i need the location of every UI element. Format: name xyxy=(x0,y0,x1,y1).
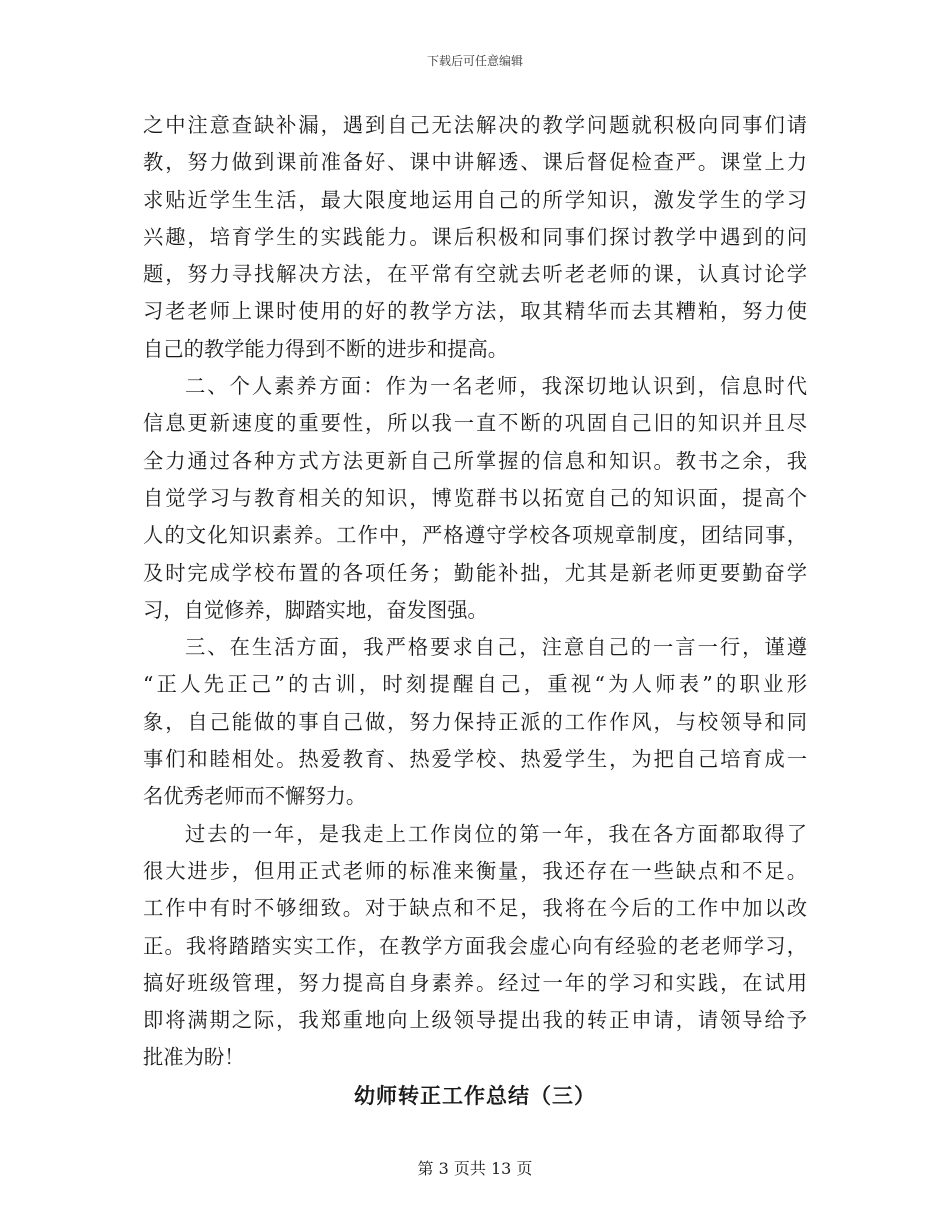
text-line: 人的文化知识素养。工作中，严格遵守学校各项规章制度，团结同事， xyxy=(143,523,807,548)
text-line: 习，自觉修养，脚踏实地，奋发图强。 xyxy=(143,597,488,622)
page-header: 下载后可任意编辑 xyxy=(426,54,523,68)
text-line: 即将满期之际，我郑重地向上级领导提出我的转正申请，请领导给予 xyxy=(143,1008,807,1033)
text-line: 工作中有时不够细致。对于缺点和不足，我将在今后的工作中加以改 xyxy=(143,896,807,921)
text-line: 兴趣，培育学生的实践能力。课后积极和同事们探讨教学中遇到的问 xyxy=(143,224,807,249)
text-line: 习老老师上课时使用的好的教学方法，取其精华而去其糟粕，努力使 xyxy=(143,299,807,324)
text-line: 教，努力做到课前准备好、课中讲解透、课后督促检查严。课堂上力 xyxy=(143,150,807,175)
text-line: 题，努力寻找解决方法，在平常有空就去听老老师的课，认真讨论学 xyxy=(143,262,807,287)
text-line: 全力通过各种方式方法更新自己所掌握的信息和知识。教书之余，我 xyxy=(143,448,807,473)
text-line: 信息更新速度的重要性，所以我一直不断的巩固自己旧的知识并且尽 xyxy=(143,411,807,436)
text-line: 正。我将踏踏实实工作，在教学方面我会虚心向有经验的老老师学习， xyxy=(143,933,807,958)
paragraph xyxy=(143,629,807,815)
text-line: 搞好班级管理，努力提高自身素养。经过一年的学习和实践，在试用 xyxy=(143,970,807,995)
text-line: 二、个人素养方面：作为一名老师，我深切地认识到，信息时代 xyxy=(185,374,807,399)
text-line: “正人先正己”的古训，时刻提醒自己，重视“为人师表”的职业形 xyxy=(143,672,807,697)
paragraph xyxy=(143,816,807,1077)
text-line: 象，自己能做的事自己做，努力保持正派的工作作风，与校领导和同 xyxy=(143,709,807,734)
text-line: 及时完成学校布置的各项任务；勤能补拙，尤其是新老师更要勤奋学 xyxy=(143,560,807,585)
text-line: 过去的一年，是我走上工作岗位的第一年，我在各方面都取得了 xyxy=(185,821,807,846)
paragraph xyxy=(143,368,807,629)
page-footer: 第 3 页共 13 页 xyxy=(417,1159,533,1178)
text-line: 之中注意查缺补漏，遇到自己无法解决的教学问题就积极向同事们请 xyxy=(143,113,807,137)
paragraph xyxy=(143,107,807,368)
text-line: 自觉学习与教育相关的知识，博览群书以拓宽自己的知识面，提高个 xyxy=(143,485,807,510)
text-line: 事们和睦相处。热爱教育、热爱学校、热爱学生，为把自己培育成一 xyxy=(143,747,807,772)
section-title: 幼师转正工作总结（三） xyxy=(354,1084,596,1108)
text-line: 三、在生活方面，我严格要求自己，注意自己的一言一行，谨遵 xyxy=(185,635,807,660)
text-line: 名优秀老师而不懈努力。 xyxy=(143,784,367,809)
text-line: 求贴近学生生活，最大限度地运用自己的所学知识，激发学生的学习 xyxy=(143,187,807,212)
document-body xyxy=(143,107,807,1077)
text-line: 自己的教学能力得到不断的进步和提高。 xyxy=(143,336,509,361)
text-line: 批准为盼！ xyxy=(143,1045,245,1070)
text-line: 很大进步，但用正式老师的标准来衡量，我还存在一些缺点和不足。 xyxy=(143,858,807,883)
